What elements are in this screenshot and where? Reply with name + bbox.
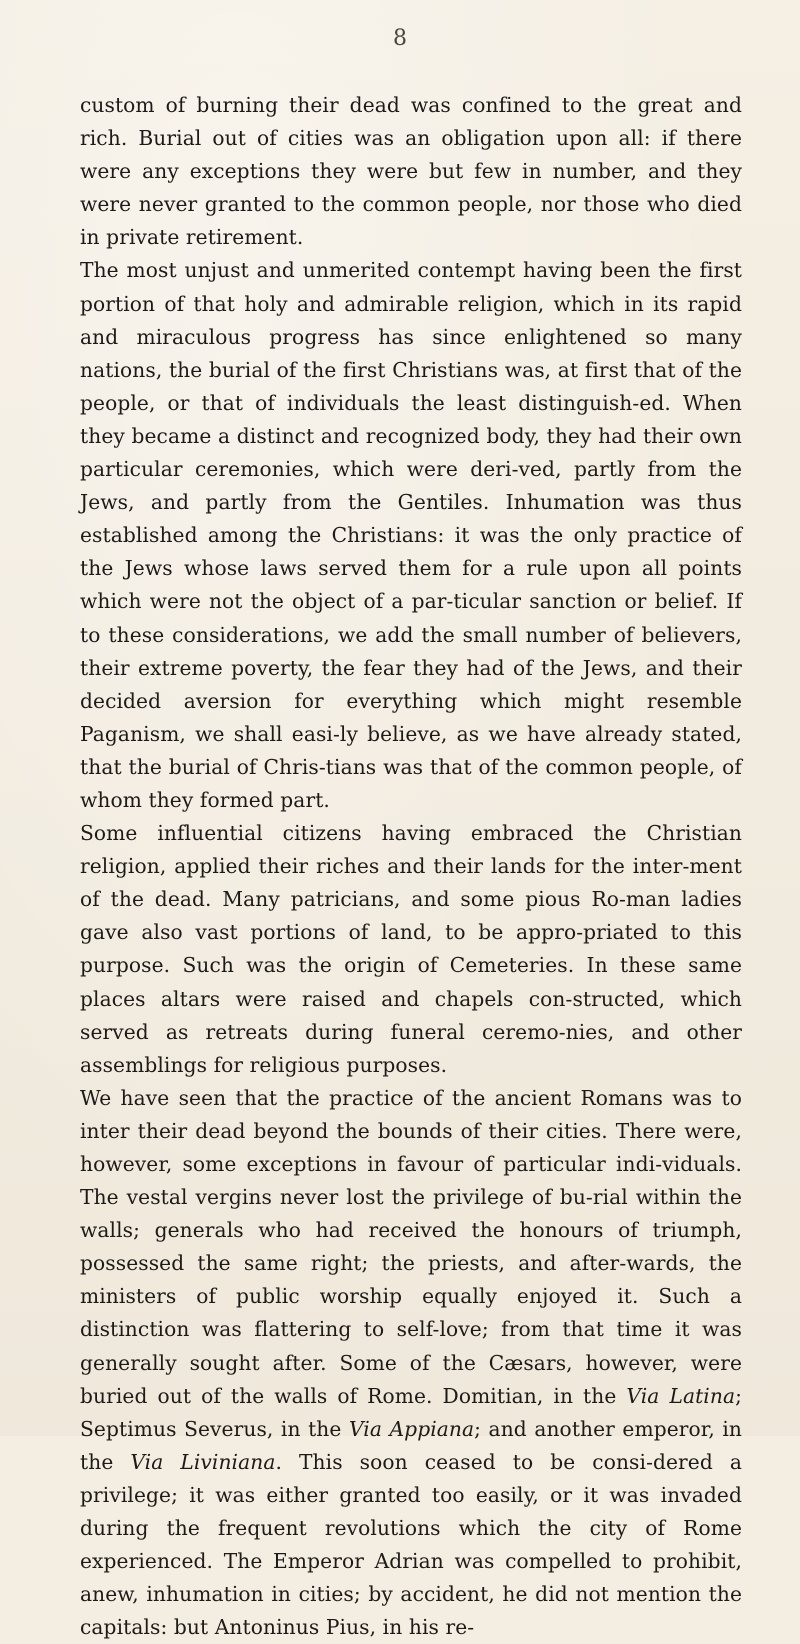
paragraph-1	[80, 89, 742, 254]
page-number: 8	[393, 26, 407, 51]
via-liviniana-italic: Via Liviniana	[130, 1449, 276, 1474]
via-appiana-italic: Via Appiana	[348, 1416, 475, 1441]
body-text	[80, 89, 742, 1644]
paragraph-2-text: The most unjust and unmerited contempt having been the first portion of that holy and admirable religion, which in its rapid and miraculous progress has since enlightened so many nations, the burial of the first Christians was, at first that of the people, or that of individuals the least distinguish-ed. When they became a distinct and recognized body, they had their own particular ceremonies, which were deri-ved, partly from the Jews, and partly from the Gentiles. Inhumation was thus established among the Christians: it was the only practice of the Jews whose laws served them for a rule upon all points which were not the object of a par-ticular sanction or belief. If to these considerations, we add the small number of believers, their extreme poverty, the fear they had of the Jews, and their decided aversion for everything which might resemble Paganism, we shall easi-ly believe, as we have already stated, that the burial of Chris-tians was that of the common people, of whom they formed part.	[80, 258, 742, 812]
paragraph-1-text: custom of burning their dead was confined to the great and rich. Burial out of cities was an obligation upon all: if there were any exceptions they were but few in number, and they were never granted to the common people, nor those who died in private retirement.	[80, 93, 742, 250]
paragraph-3-text: Some influential citizens having embraced the Christian religion, applied their riches and their lands for the inter-ment of the dead. Many patricians, and some pious Ro-man ladies gave also vast portions of land, to be appro-priated to this purpose. Such was the origin of Cemeteries. In these same places altars were raised and chapels con-structed, which served as retreats during funeral ceremo-nies, and other assemblings for religious purposes.	[80, 821, 742, 1077]
via-latina-italic: Via Latina	[626, 1383, 736, 1408]
paragraph-4-text-b: ; Septimus Severus, in the	[80, 1383, 742, 1441]
paragraph-2	[80, 254, 742, 817]
paragraph-4-text-c: ; and another emperor, in the	[80, 1416, 743, 1474]
paragraph-4-text-d: . This soon ceased to be consi-dered a privilege; it was either granted too easily, or it was invaded during the frequent revolutions which the city of Rome experienced. The Emperor Adrian was compelled to prohibit, anew, inhumation in cities; by accident, he did not mention the capitals: but Antoninus Pius, in his re-	[80, 1449, 742, 1640]
paragraph-4-text-a: We have seen that the practice of the ancient Romans was to inter their dead beyond the bounds of their cities. There were, however, some exceptions in favour of particular indi-viduals. The vestal vergins never lost the privilege of bu-rial within the walls; generals who had received the honours of triumph, possessed the same right; the priests, and after-wards, the ministers of public worship equally enjoyed it. Such a distinction was flattering to self-love; from that time it was generally sought after. Some of the Cæsars, however, were buried out of the walls of Rome. Domitian, in the	[80, 1085, 742, 1408]
paragraph-4	[80, 1082, 742, 1644]
paragraph-3	[80, 817, 742, 1082]
